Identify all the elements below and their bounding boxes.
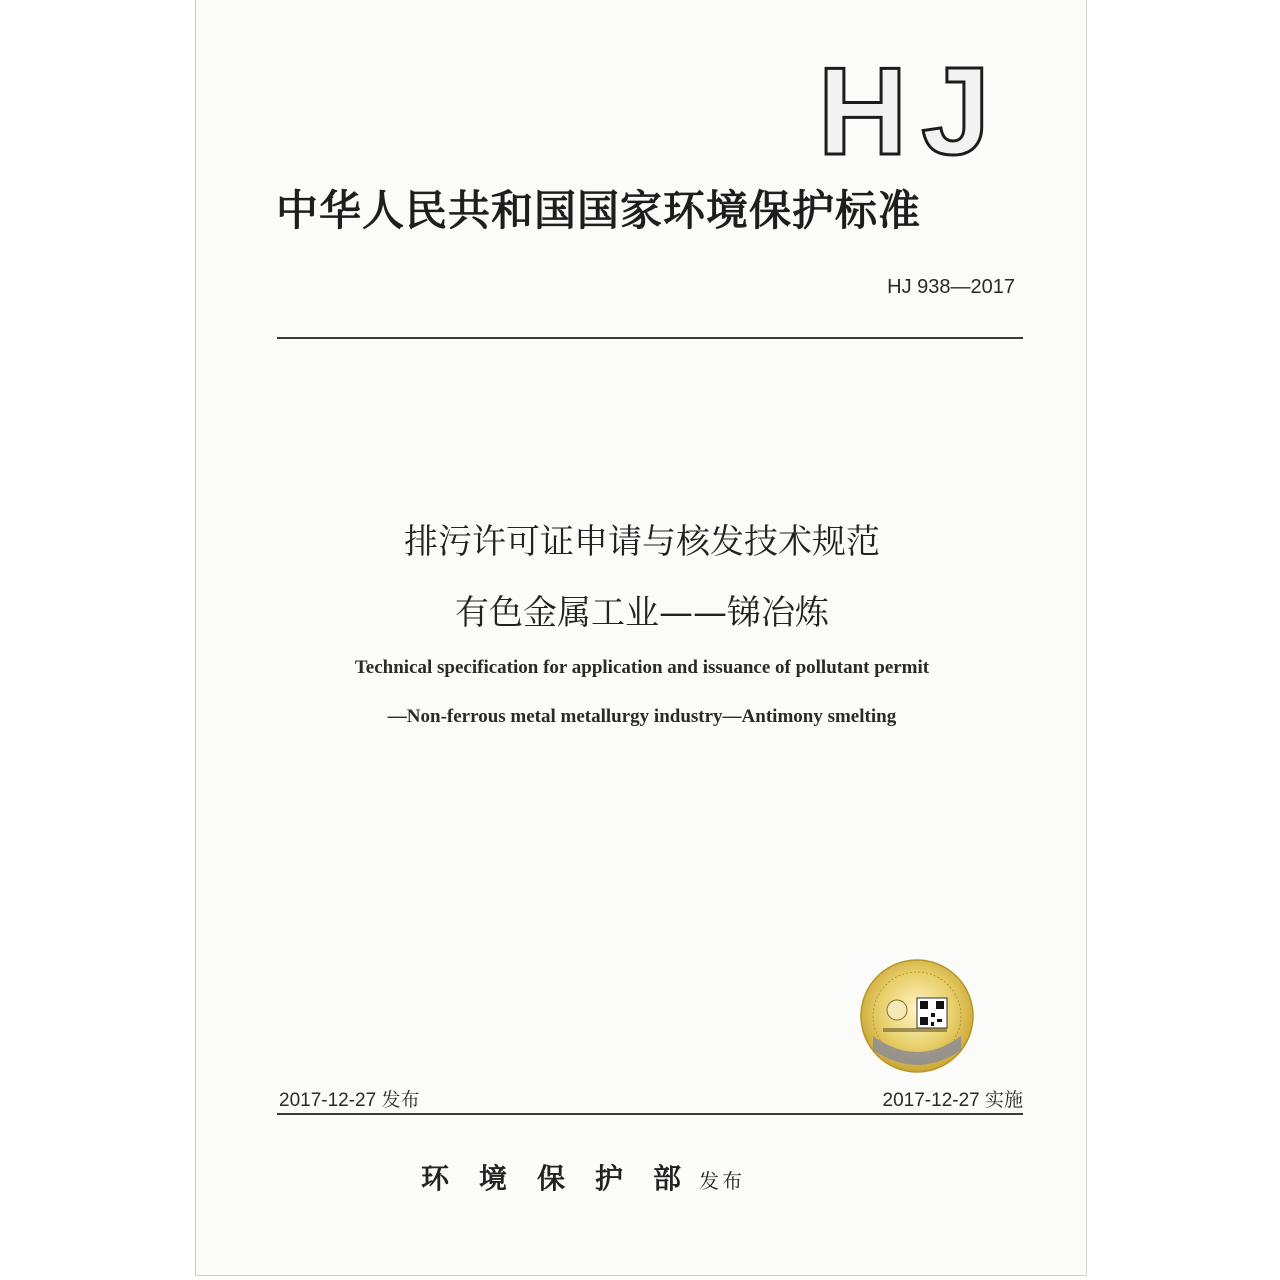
publisher-line <box>421 1157 745 1197</box>
footer-divider <box>277 1113 1023 1115</box>
issue-date: 2017-12-27 发布 <box>279 1090 420 1111</box>
publisher-suffix: 发布 <box>699 1169 746 1193</box>
publisher-name: 环境保护部 <box>421 1162 712 1195</box>
title-en-line-2: —Non-ferrous metal metallurgy industry—Antimony smelting <box>387 706 897 727</box>
title-en-line-1: Technical specification for application and issuance of pollutant permit <box>354 657 930 678</box>
cover-page <box>195 0 1087 1276</box>
standard-series-title: 中华人民共和国国家环境保护标准 <box>276 186 922 235</box>
header-divider <box>277 337 1023 339</box>
title-zh-line-2: 有色金属工业——锑冶炼 <box>455 593 829 633</box>
hj-logo-text: HJ <box>817 60 1005 160</box>
hj-logo-icon <box>816 60 1006 160</box>
standard-code: HJ 938—2017 <box>887 276 1015 298</box>
title-zh-line-1: 排污许可证申请与核发技术规范 <box>404 522 880 562</box>
implementation-date: 2017-12-27 实施 <box>882 1090 1023 1111</box>
anti-counterfeit-seal-icon <box>859 958 975 1074</box>
